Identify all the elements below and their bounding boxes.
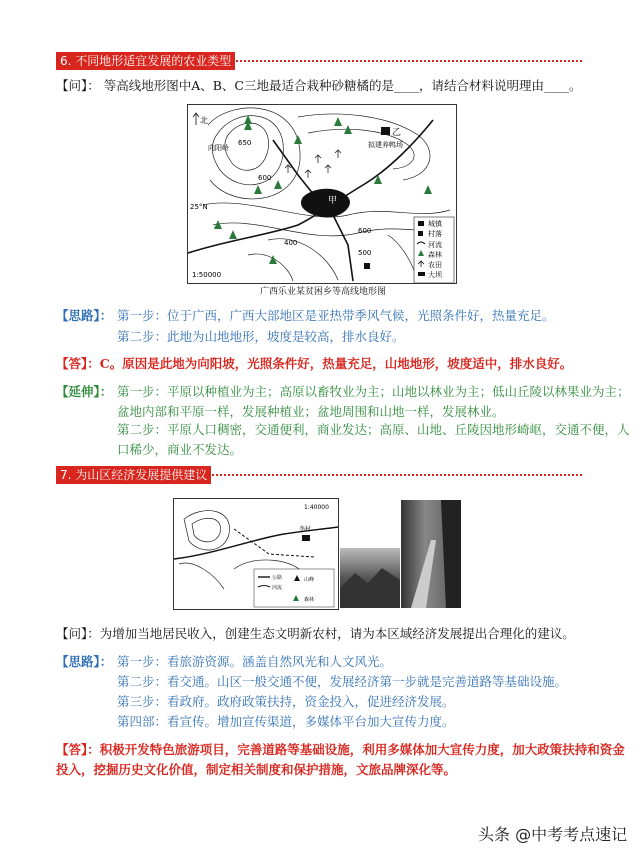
section-7-question: 【问】：为增加当地居民收入，创建生态文明新农村，请为本区域经济发展提出合理化的建议。	[56, 626, 575, 641]
svg-text:河流: 河流	[272, 585, 283, 591]
extend-line-3: 第二步：平原人口稠密，交通便利，商业发达；高原、山地、丘陵因地形崎岖，交通不便，人	[117, 422, 630, 437]
svg-text:河流: 河流	[428, 241, 442, 249]
cliff-road-photo	[401, 500, 461, 608]
thinking-step-2: 第二步：此地为山地地形，坡度是较高，排水良好。	[117, 329, 405, 344]
extend-line-1: 第一步：平原以种植业为主；高原以畜牧业为主；山地以林业为主；低山丘陵以林果业为主；	[117, 384, 630, 399]
section-6-question: 【问】： 等高线地形图中A、B、C三地最适合栽种砂糖橘的是____，请结合材料说明理由____。	[56, 78, 582, 93]
svg-text:农田: 农田	[428, 261, 442, 269]
thinking-7-step-4: 第四部：看宣传。增加宣传渠道，多媒体平台加大宣传力度。	[117, 714, 455, 729]
svg-text:1:40000: 1:40000	[304, 504, 329, 511]
thinking-7-step-1: 第一步：看旅游资源。涵盖自然风光和人文风光。	[117, 654, 393, 669]
svg-text:森林: 森林	[304, 597, 315, 603]
extend-line-4: 口稀少，商业不发达。	[117, 442, 243, 457]
section-7-title: 7. 为山区经济发展提供建议	[56, 466, 211, 484]
svg-text:向阳岭: 向阳岭	[208, 144, 229, 152]
extend-label: 【延伸】：	[56, 384, 113, 399]
cliff-road-drawing	[401, 500, 461, 608]
svg-text:李村: 李村	[299, 526, 312, 533]
svg-text:650: 650	[238, 139, 252, 147]
watermark: 头条 @中考考点速记	[478, 825, 628, 844]
svg-text:甲: 甲	[328, 196, 338, 206]
section-7-answer-line-2: 投入，挖掘历史文化价值，制定相关制度和保护措施，文旅品牌深化等。	[56, 762, 457, 777]
mountain-photo	[340, 548, 400, 608]
svg-text:森林: 森林	[428, 251, 442, 259]
svg-text:600: 600	[358, 227, 372, 235]
section-divider	[200, 474, 582, 476]
svg-text:公路: 公路	[272, 575, 283, 581]
section-divider	[232, 60, 582, 62]
svg-text:城镇: 城镇	[428, 220, 442, 228]
thinking-7-step-2: 第二步：看交通。山区一般交通不便，发展经济第一步就是完善道路等基础设施。	[117, 674, 568, 689]
village-map	[173, 498, 339, 610]
thinking-step-1: 第一步：位于广西，广西大部地区是亚热带季风气候，光照条件好，热量充足。	[117, 308, 555, 323]
section-7-answer-line-1: 【答】：积极开发特色旅游项目，完善道路等基础设施，利用多媒体加大宣传力度，加大政策扶持和资金	[56, 742, 625, 757]
section-6-title: 6. 不同地形适宜发展的农业类型	[56, 52, 235, 70]
svg-text:1:50000: 1:50000	[192, 271, 222, 279]
svg-text:600: 600	[258, 174, 272, 182]
village-map-drawing	[174, 499, 338, 609]
map-caption: 广西乐业某贫困乡等高线地形图	[260, 287, 387, 297]
contour-map	[187, 104, 457, 284]
extend-line-2: 盆地内部和平原一样，发展种植业；盆地周围和山地一样，发展林业。	[117, 404, 505, 419]
svg-text:北: 北	[200, 116, 208, 125]
thinking-7-step-3: 第三步：看政府。政府政策扶持，资金投入，促进经济发展。	[117, 694, 455, 709]
thinking-label-7: 【思路】：	[56, 654, 113, 669]
svg-text:村落: 村落	[428, 230, 442, 238]
svg-text:400: 400	[284, 239, 298, 247]
svg-text:山峰: 山峰	[304, 577, 315, 583]
thinking-label: 【思路】：	[56, 308, 113, 323]
section-6-answer: 【答】：C。原因是此地为向阳坡，光照条件好，热量充足，山地地形，坡度适中，排水良好。	[56, 356, 573, 371]
svg-text:乙: 乙	[392, 128, 402, 138]
mountain-silhouette	[340, 548, 400, 608]
contour-map-drawing	[188, 105, 456, 283]
svg-text:大坝: 大坝	[428, 271, 442, 279]
svg-text:25°N: 25°N	[190, 203, 208, 211]
svg-text:拟建养鸭场: 拟建养鸭场	[368, 141, 403, 149]
svg-text:500: 500	[358, 249, 372, 257]
